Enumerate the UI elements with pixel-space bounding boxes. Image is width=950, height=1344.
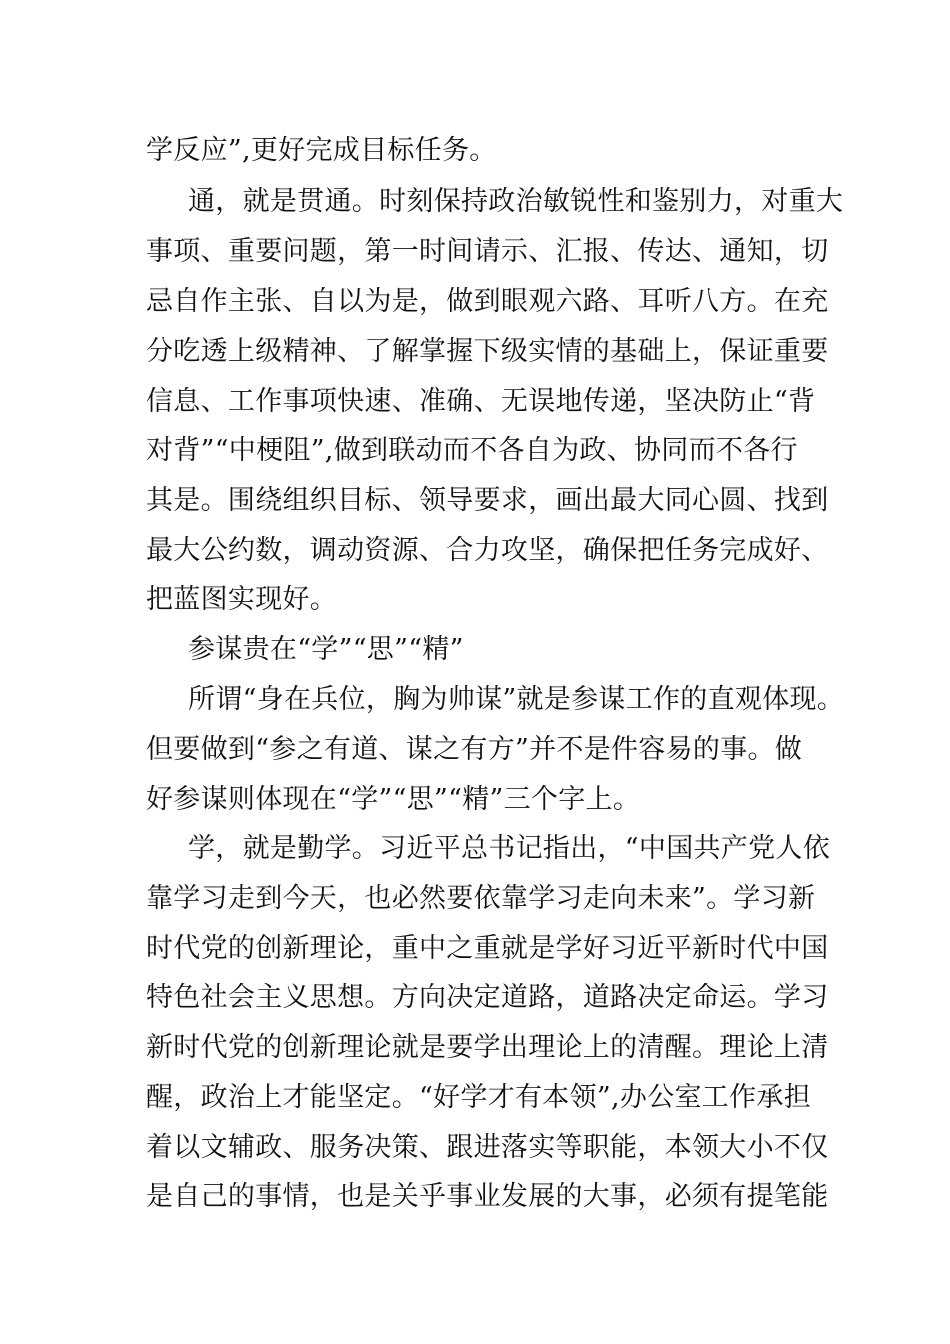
text-line-7: 对背”“中梗阻”,做到联动而不各自为政、协同而不各行 bbox=[146, 435, 798, 466]
text-line-9: 最大公约数，调动资源、合力攻坚，确保把任务完成好、 bbox=[146, 535, 829, 566]
text-line-12: 所谓“身在兵位，胸为帅谋”就是参谋工作的直观体现。 bbox=[188, 684, 845, 715]
text-line-20: 醒，政治上才能坚定。“好学才有本领”,办公室工作承担 bbox=[146, 1082, 811, 1113]
text-line-6: 信息、工作事项快速、准确、无误地传递，坚决防止“背 bbox=[146, 386, 816, 417]
text-line-8: 其是。围绕组织目标、领导要求，画出最大同心圆、找到 bbox=[146, 485, 829, 516]
text-line-10: 把蓝图实现好。 bbox=[146, 584, 338, 615]
text-line-21: 着以文辅政、服务决策、跟进落实等职能，本领大小不仅 bbox=[146, 1132, 829, 1163]
section-heading: 参谋贵在“学”“思”“精” bbox=[188, 634, 464, 665]
text-line-5: 分吃透上级精神、了解掌握下级实情的基础上，保证重要 bbox=[146, 336, 829, 367]
text-line-19: 新时代党的创新理论就是要学出理论上的清醒。理论上清 bbox=[146, 1032, 829, 1063]
text-line-17: 时代党的创新理论，重中之重就是学好习近平新时代中国 bbox=[146, 933, 829, 964]
text-line-14: 好参谋则体现在“学”“思”“精”三个字上。 bbox=[146, 784, 641, 815]
text-line-3: 事项、重要问题，第一时间请示、汇报、传达、通知，切 bbox=[146, 236, 829, 267]
text-line-22: 是自己的事情，也是关乎事业发展的大事，必须有提笔能 bbox=[146, 1181, 829, 1212]
text-line-1: 学反应”,更好完成目标任务。 bbox=[146, 135, 497, 166]
text-line-13: 但要做到“参之有道、谋之有方”并不是件容易的事。做 bbox=[146, 734, 803, 765]
text-line-4: 忌自作主张、自以为是，做到眼观六路、耳听八方。在充 bbox=[146, 286, 829, 317]
text-line-2: 通，就是贯通。时刻保持政治敏锐性和鉴别力，对重大 bbox=[188, 186, 844, 217]
text-line-16: 靠学习走到今天，也必然要依靠学习走向未来”。学习新 bbox=[146, 883, 816, 914]
text-line-15: 学，就是勤学。习近平总书记指出，“中国共产党人依 bbox=[188, 833, 831, 864]
text-line-18: 特色社会主义思想。方向决定道路，道路决定命运。学习 bbox=[146, 982, 829, 1013]
